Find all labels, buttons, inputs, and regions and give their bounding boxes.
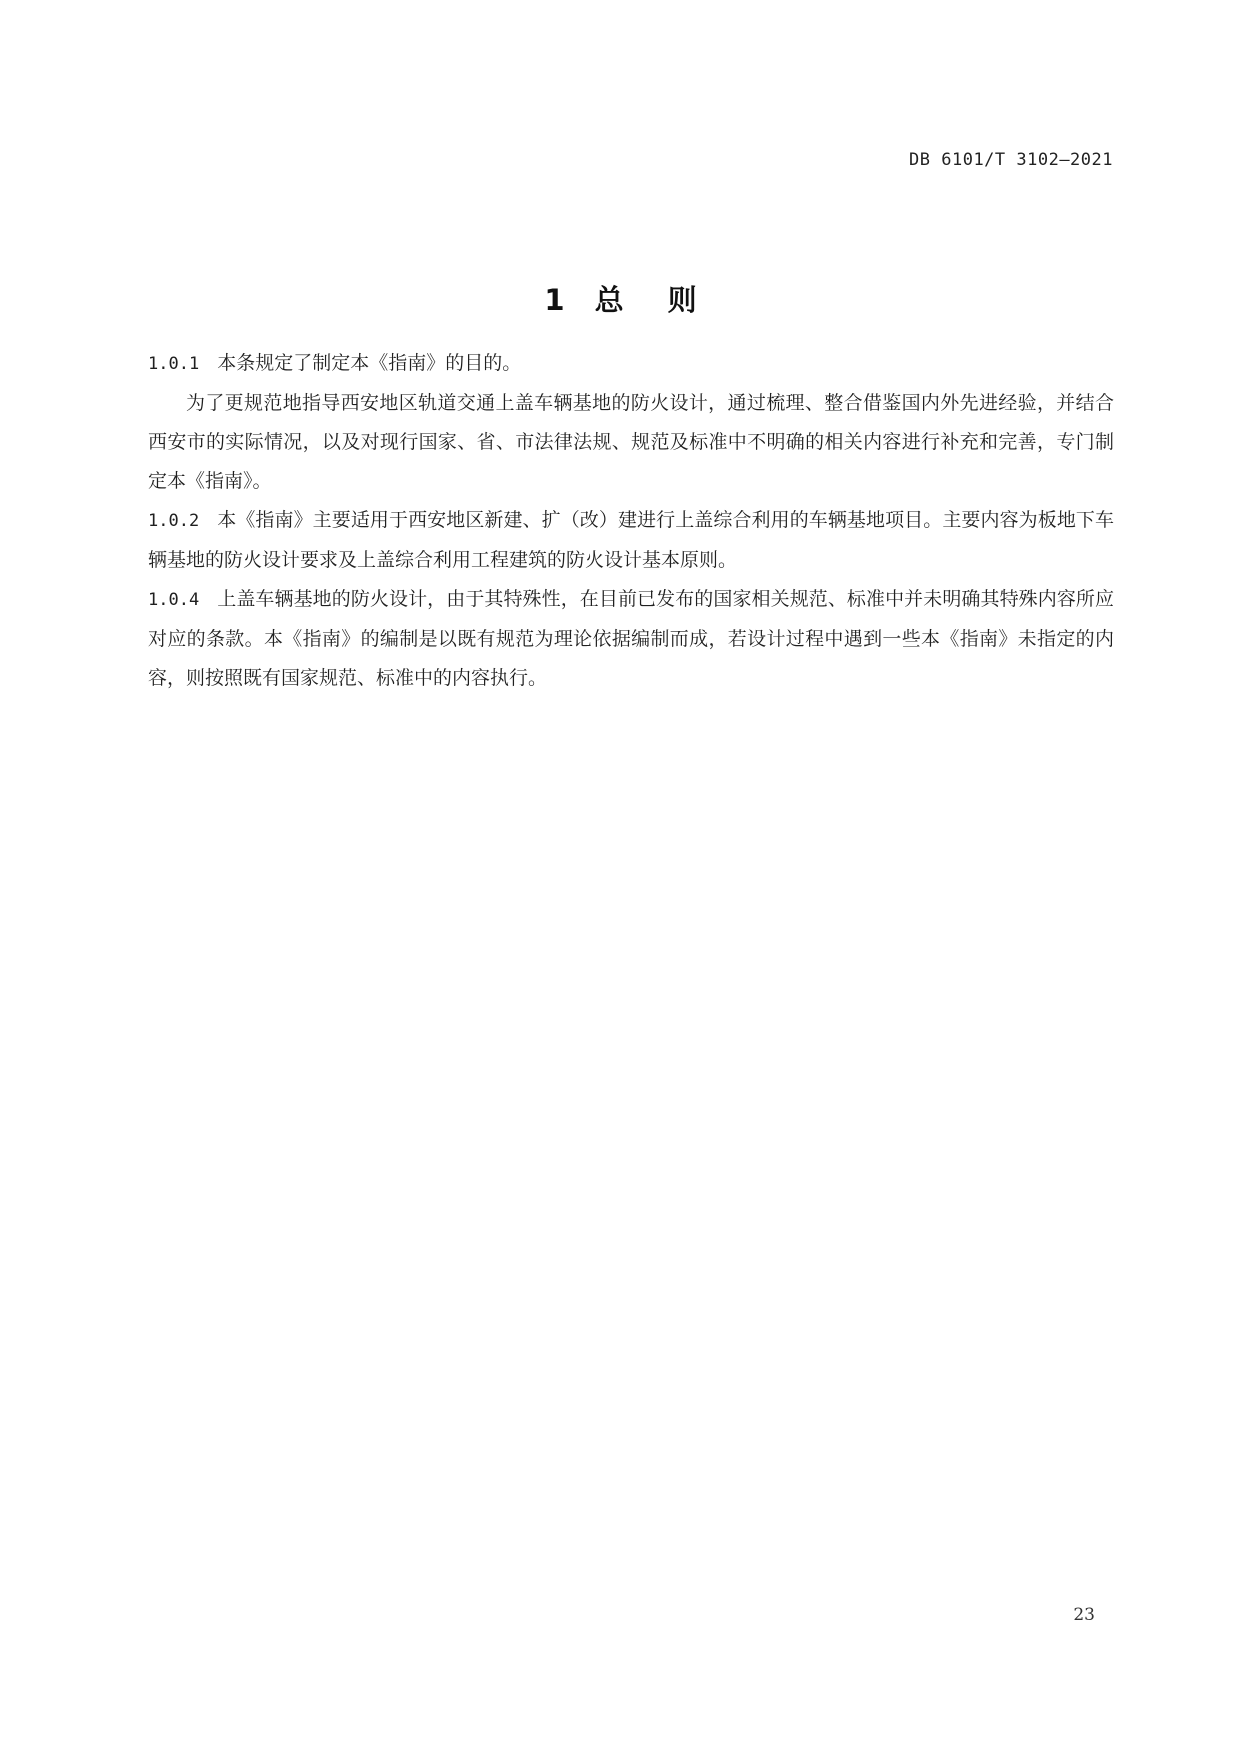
document-standard-code: DB 6101/T 3102—2021: [909, 150, 1113, 170]
clause-text: 上盖车辆基地的防火设计，由于其特殊性，在目前已发布的国家相关规范、标准中并未明确其特殊内容所应对应的条款。本《指南》的编制是以既有规范为理论依据编制而成，若设计过程中遇到一些本《指南》未指定的内容，则按照既有国家规范、标准中的内容执行。: [148, 588, 1114, 689]
clause-text: 本《指南》主要适用于西安地区新建、扩（改）建进行上盖综合利用的车辆基地项目。主要内容为板地下车辆基地的防火设计要求及上盖综合利用工程建筑的防火设计基本原则。: [148, 509, 1114, 571]
document-body: [148, 344, 1114, 698]
clause-1-0-1-explanation: 为了更规范地指导西安地区轨道交通上盖车辆基地的防火设计，通过梳理、整合借鉴国内外先进经验，并结合西安市的实际情况，以及对现行国家、省、市法律法规、规范及标准中不明确的相关内容进行补充和完善，专门制定本《指南》。: [148, 392, 1114, 492]
chapter-title: [0, 278, 1241, 319]
clause-number: 1.0.2: [148, 511, 200, 531]
clause-1-0-2: [148, 501, 1114, 580]
chapter-title-text: 总则: [594, 283, 741, 317]
clause-1-0-1: [148, 344, 1114, 384]
clause-number: 1.0.4: [148, 590, 200, 610]
clause-text: 本条规定了制定本《指南》的目的。: [217, 352, 522, 374]
clause-1-0-4: [148, 580, 1114, 698]
page-number: 23: [1073, 1605, 1095, 1625]
clause-number: 1.0.1: [148, 354, 200, 374]
chapter-number: 1: [544, 283, 565, 317]
